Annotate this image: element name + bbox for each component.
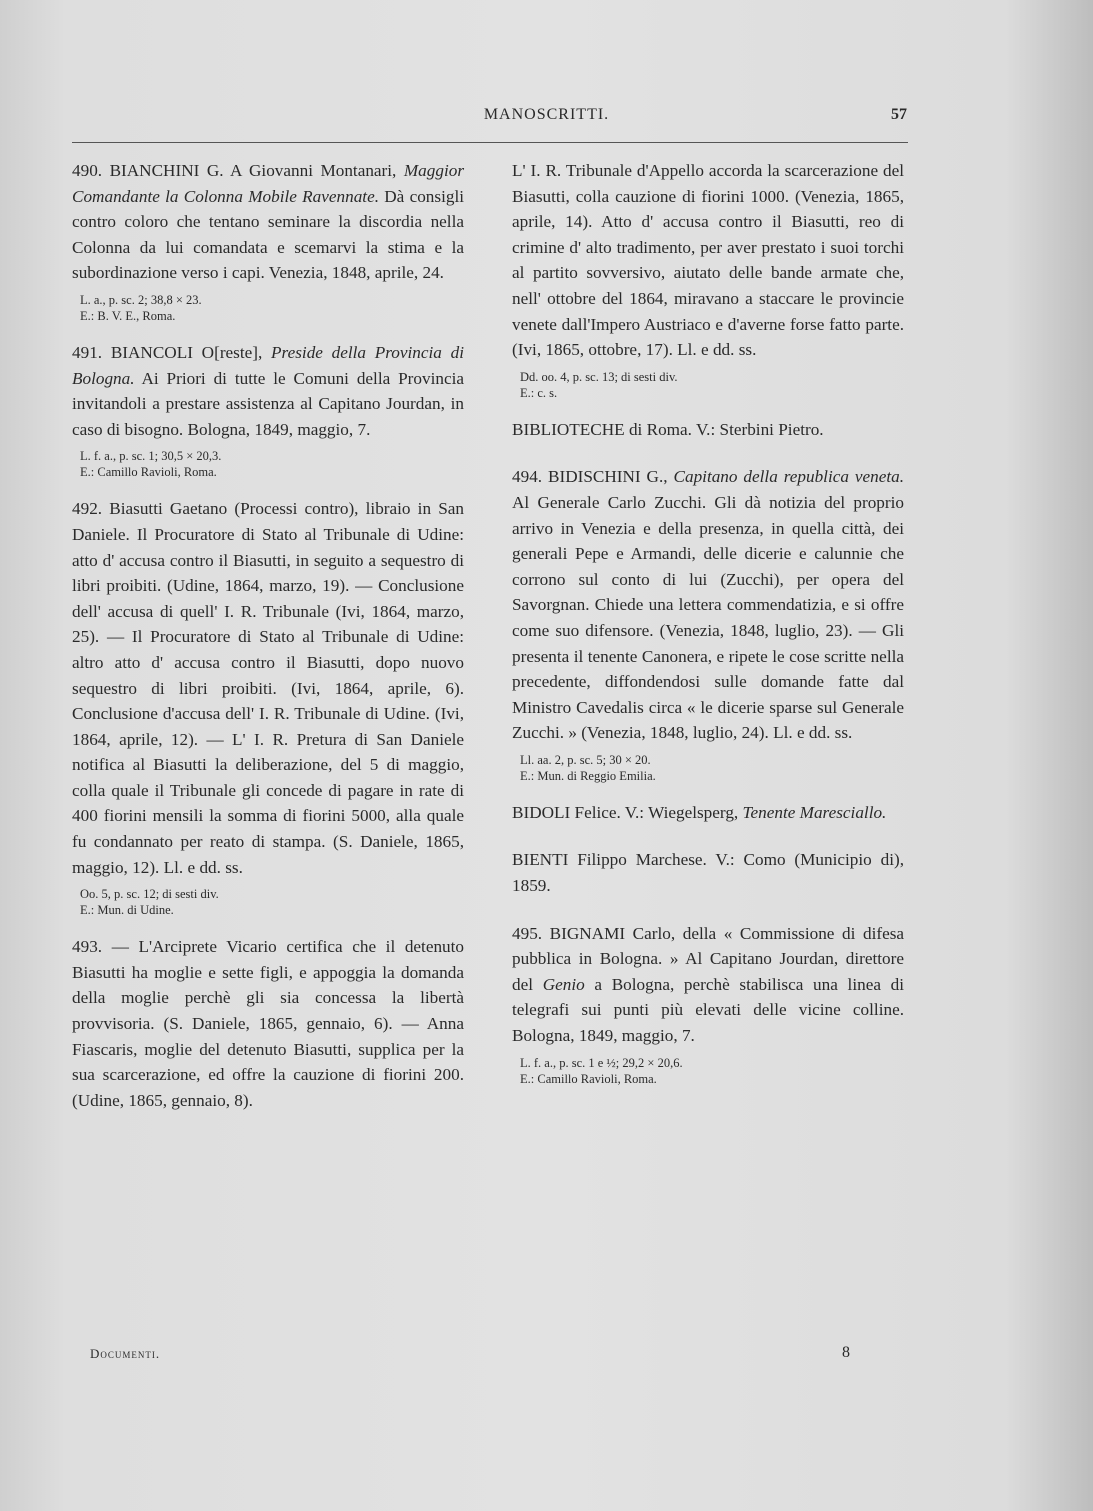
meta-line: Dd. oo. 4, p. sc. 13; di sesti div. <box>520 369 678 384</box>
entry-number: 495. <box>512 923 543 943</box>
running-head <box>0 106 1093 130</box>
entry-meta <box>80 292 464 324</box>
entry-number: 493. <box>72 937 103 957</box>
entry-491 <box>72 340 464 442</box>
entry-492 <box>72 496 464 880</box>
xref-italic: Tenente Maresciallo. <box>742 802 887 822</box>
xref-lead: BIDOLI Felice. V.: Wiegelsperg, <box>512 802 739 822</box>
entry-italic: Preside della Provincia di Bologna. <box>72 342 465 388</box>
entry-text: a Bologna, perchè stabilisca una linea di telegrafi sui punti più elevati delle vicine colline. Bologna, 1849, maggio, 7. <box>512 974 905 1046</box>
header-rule <box>72 142 908 143</box>
entry-lead: BIGNAMI Carlo, della « Commissione di difesa pubblica in Bologna. » Al Capitano Jourdan, direttore del <box>512 923 905 994</box>
entry-meta <box>520 1055 904 1087</box>
meta-line: L. f. a., p. sc. 1 e ½; 29,2 × 20,6. <box>520 1055 683 1070</box>
meta-line: Oo. 5, p. sc. 12; di sesti div. <box>80 887 219 902</box>
entry-meta <box>80 448 464 480</box>
entry-text: Al Generale Carlo Zucchi. Gli dà notizia del proprio arrivo in Venezia e della presenza, in quella città, dei generali Pepe e Armandi, delle dicerie e calunnie che corrono sul conto di lui (Zucchi), per opera del Savorgnan. Chiede una lettera commendatizia, e si offre come suo difensore. (Venezia, 1848, luglio, 23). — Gli presenta il tenente Canonera, e ripete le cose scritte nella precedente, diffondendosi sulle domande fatte dal Ministro Cavedalis circa « le dicerie sparse sul Generale Zucchi. » (Venezia, 1848, luglio, 24). Ll. e dd. ss. <box>512 492 904 743</box>
entry-494 <box>512 464 904 746</box>
entry-text: Dà consigli contro coloro che tentano seminare la discordia nella Colonna da lui comandata e scemarvi la stima e la subordinazione verso i capi. Venezia, 1848, aprile, 24. <box>72 186 464 283</box>
entry-lead: BIANCOLI O[reste], <box>110 342 263 362</box>
cross-reference-bidoli <box>512 800 904 826</box>
meta-line: E.: c. s. <box>520 385 558 400</box>
cross-reference-biblioteche: BIBLIOTECHE di Roma. V.: Sterbini Pietro. <box>512 419 824 439</box>
page-number: 57 <box>891 106 907 123</box>
entry-number: 490. <box>72 161 103 180</box>
meta-line: E.: Mun. di Udine. <box>80 903 174 918</box>
entry-meta <box>520 369 904 401</box>
entry-lead: BIANCHINI G. A Giovanni Montanari, <box>109 161 397 180</box>
right-column <box>512 158 904 1103</box>
meta-line: E.: Camillo Ravioli, Roma. <box>520 1071 657 1086</box>
entry-text: Ai Priori di tutte le Comuni della Provincia invitandoli a prestare assistenza al Capitano Jourdan, in caso di bisogno. Bologna, 1849, maggio, 7. <box>72 368 464 439</box>
meta-line: E.: Mun. di Reggio Emilia. <box>520 768 656 783</box>
entry-text: Il Procuratore di Stato al Tribunale di Udine: atto d' accusa contro il Biasutti, in seguito a sequestro di libri proibiti. (Udine, 1864, marzo, 19). — Conclusione dell' accusa di quell' I. R. Tribunale (Ivi, 1864, marzo, 25). — Il Procuratore di Stato al Tribunale di Udine: altro atto d' accusa contro il Biasutti, dopo nuovo sequestro di libri proibiti. (Ivi, 1864, aprile, 6). Conclusione d'accusa dell' I. R. Tribunale di Udine. (Ivi, 1864, aprile, 12). — L' I. R. Pretura di San Daniele notifica al Biasutti la deliberazione, del 5 di maggio, colla quale il Tribunale gli concede di pagare in rate di 400 fiorini mensili la somma di fiorini 5000, alla quale fu condannato per reato di stampa. (S. Daniele, 1865, maggio, 12). Ll. e dd. ss. <box>72 524 465 877</box>
entry-495 <box>512 921 904 1049</box>
signature-mark: Documenti. <box>90 1346 161 1361</box>
entry-number: 492. <box>72 499 103 519</box>
entry-lead: — L'Arciprete Vicario certifica che il detenuto Biasutti ha moglie e sette figli, e appoggia la domanda della moglie perchè gli sia concessa la libertà provvisoria. (S. Daniele, 1865, gennaio, 6). — Anna Fiascaris, moglie del detenuto Biasutti, supplica per la sua scarcerazione, ed offre la cauzione di fiorini 200. (Udine, 1865, gennaio, 8). <box>72 937 465 1110</box>
left-column <box>72 158 464 1129</box>
meta-line: E.: B. V. E., Roma. <box>80 308 176 323</box>
entry-490 <box>72 158 464 286</box>
entry-meta <box>520 752 904 784</box>
meta-line: L. f. a., p. sc. 1; 30,5 × 20,3. <box>80 449 222 464</box>
entry-meta <box>80 886 464 918</box>
entry-number: 491. <box>72 342 103 362</box>
entry-number: 494. <box>512 467 543 487</box>
entry-493 <box>72 934 464 1113</box>
entry-lead: Biasutti Gaetano (Processi contro), libraio in San Daniele. <box>72 499 465 544</box>
signature-number: 8 <box>842 1344 850 1361</box>
meta-line: Ll. aa. 2, p. sc. 5; 30 × 20. <box>520 752 651 767</box>
meta-line: L. a., p. sc. 2; 38,8 × 23. <box>80 292 202 307</box>
meta-line: E.: Camillo Ravioli, Roma. <box>80 465 217 480</box>
cross-reference-bienti: BIENTI Filippo Marchese. V.: Como (Municipio di), 1859. <box>512 850 904 896</box>
entry-italic: Genio <box>542 974 585 994</box>
entry-lead: BIDISCHINI G., <box>548 467 668 487</box>
entry-493-continuation: L' I. R. Tribunale d'Appello accorda la scarcerazione del Biasutti, colla cauzione di fiorini 1000. (Venezia, 1865, aprile, 14). Atto d' accusa contro il Biasutti, reo di crimine d' alto tradimento, per aver prestato i suoi torchi al partito sovversivo, aiutato delle bande armate che, nell' ottobre del 1864, miravano a staccare le provincie venete dall'Impero Austriaco e d'averne forse fatto parte. (Ivi, 1865, ottobre, 17). Ll. e dd. ss. <box>512 161 904 360</box>
entry-italic: Capitano della republica veneta. <box>673 467 905 487</box>
running-title: MANOSCRITTI. <box>483 106 610 123</box>
entry-italic: Maggior Comandante la Colonna Mobile Ravennate. <box>72 161 465 206</box>
